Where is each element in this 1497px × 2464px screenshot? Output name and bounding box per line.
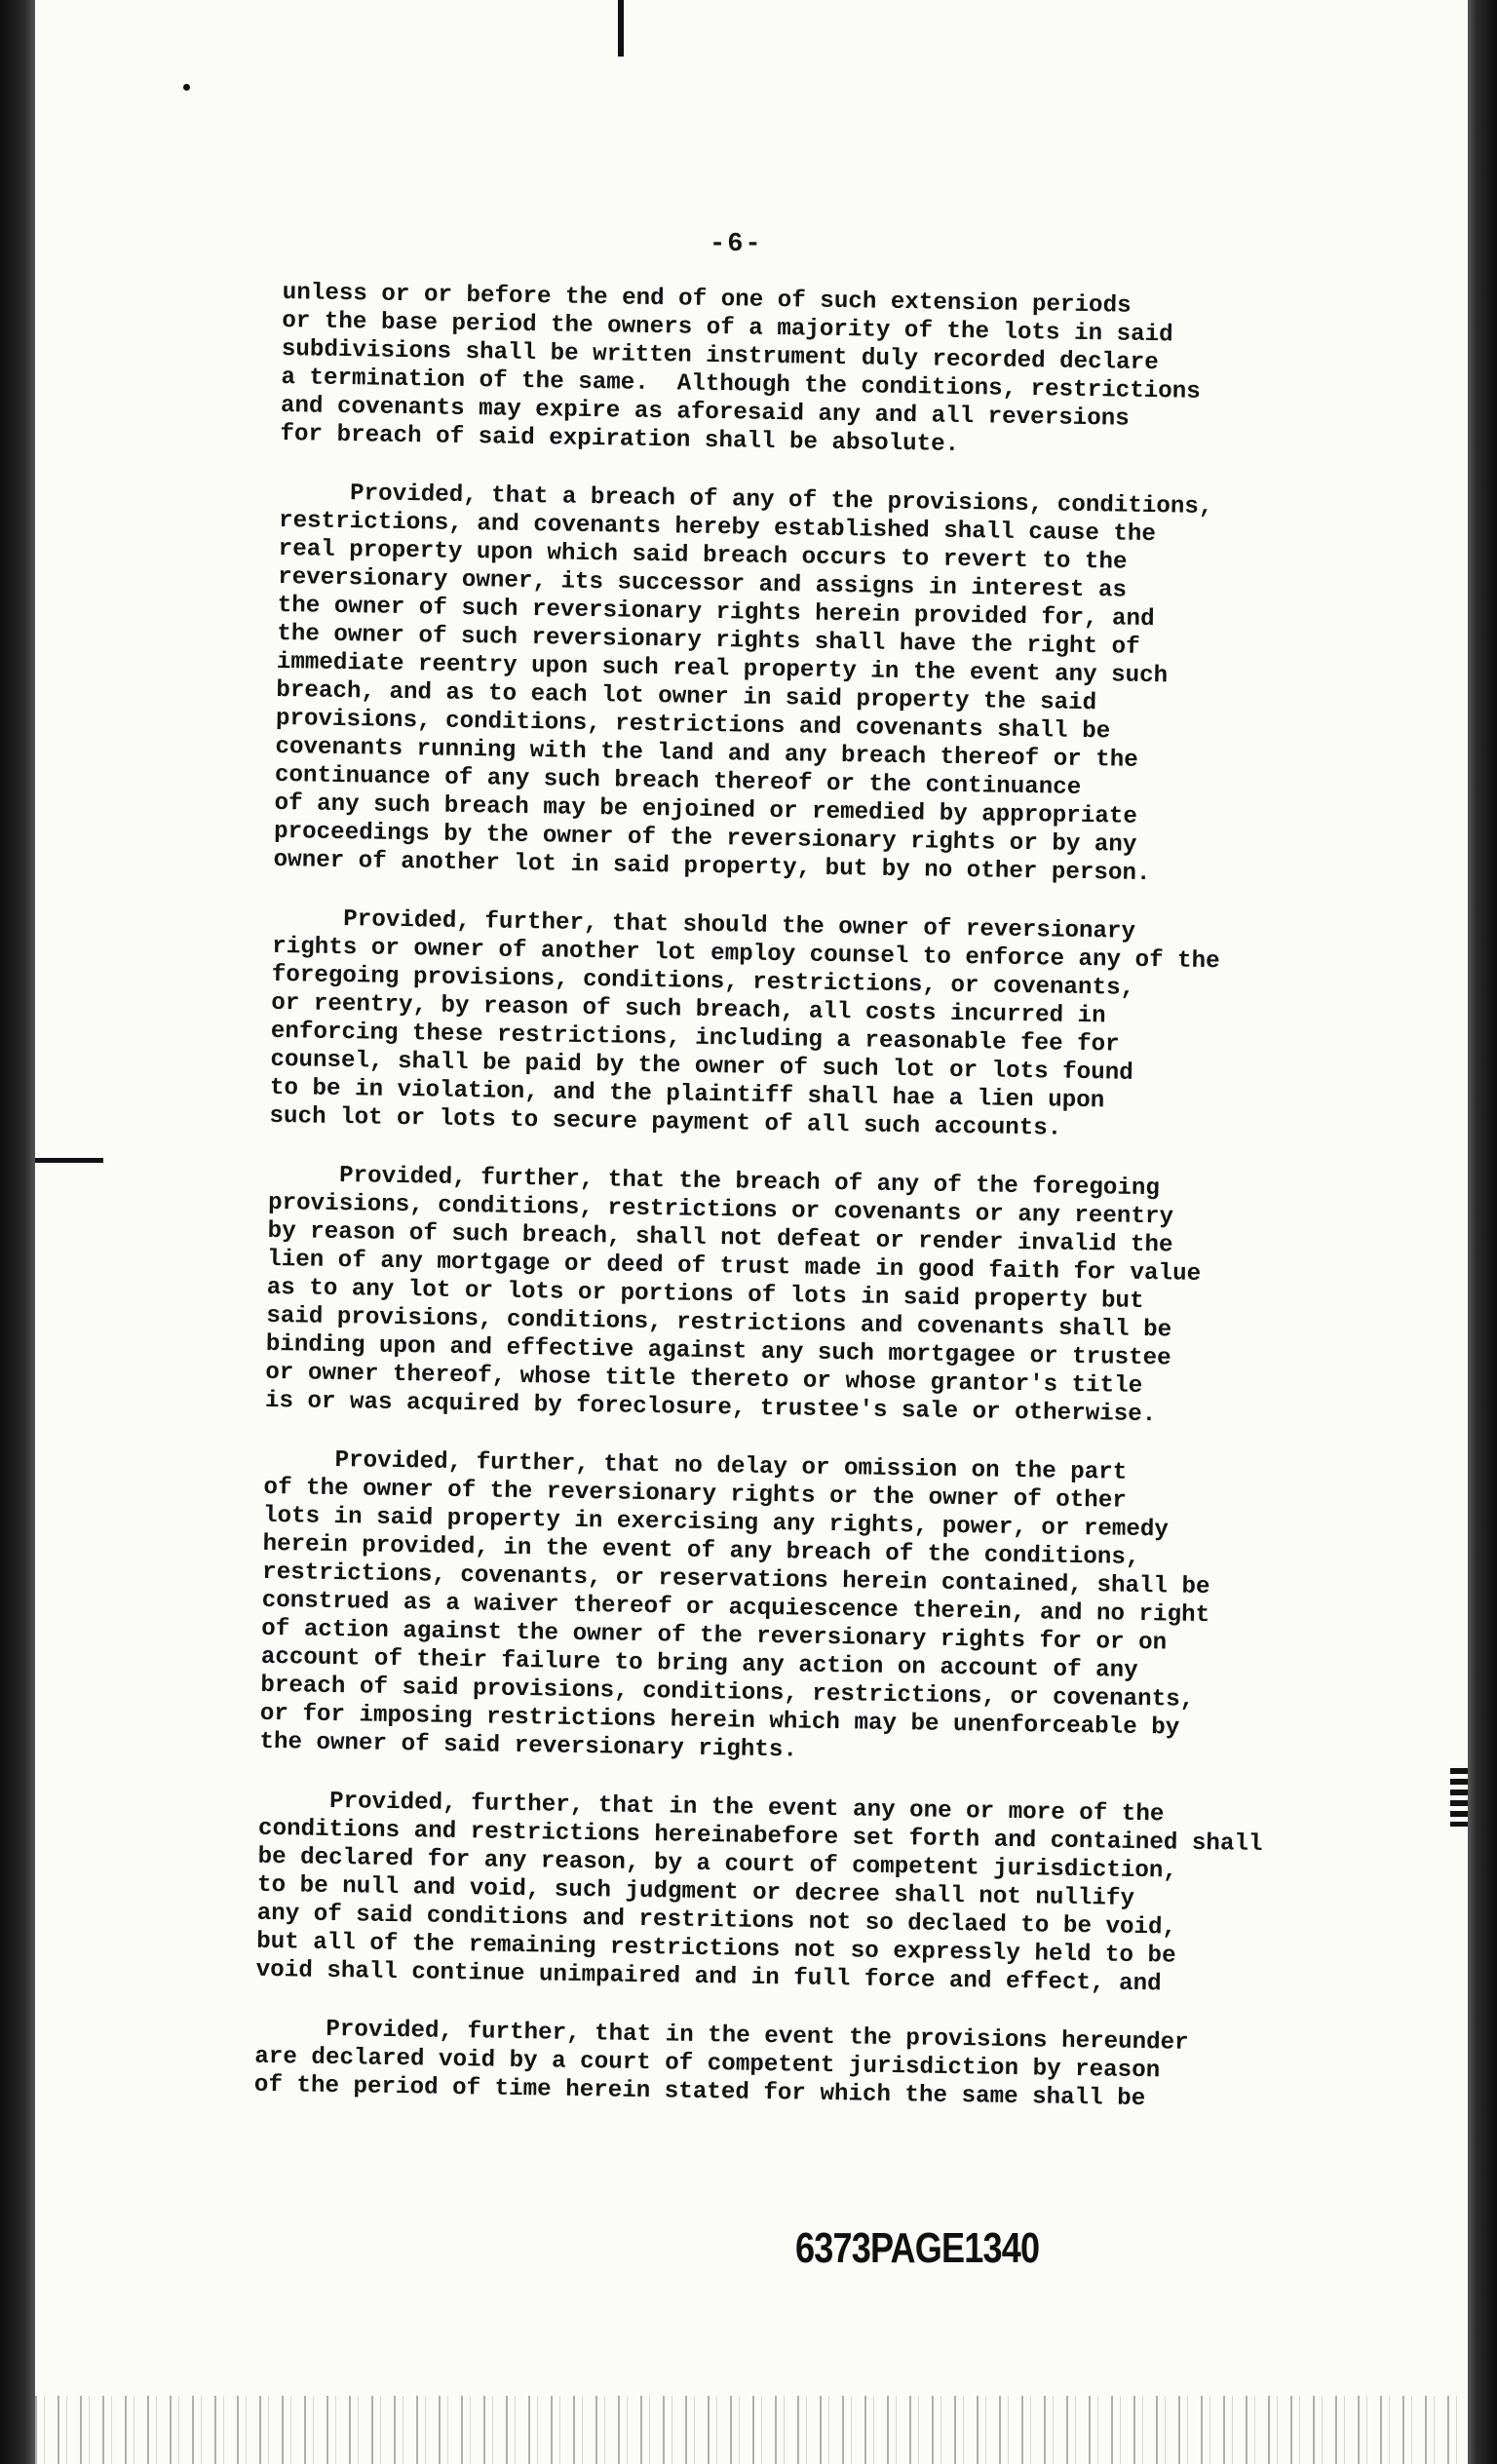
scan-edge-left [0, 0, 35, 2464]
paragraph-counsel-costs: Provided, further, that should the owner of reversionary rights or owner of another lot employ counsel to enforce any of the foregoing provisions, conditions, restrictions, or covenants, or reentry, by reason of such breach, all costs incurred in enforcing these restrictions, including a reasonable fee for counsel, shall be paid by the owner of such lot or lots found to be in violation, and the plaintiff shall hae a lien upon such lot or lots to secure payment of all such accounts. [269, 905, 1220, 1142]
paragraph-mortgage-lien: Provided, further, that the breach of any of the foregoing provisions, conditions, restrictions or covenants or any reentry by reason of such breach, shall not defeat or render invalid the lien of any mortgage or deed of trust made in good faith for value as to any lot or lots or portions of lots in said property but said provisions, conditions, restrictions and covenants shall be binding upon and effective against any such mortgagee or trustee or owner thereof, whose title thereto or whose grantor's title is or was acquired by foreclosure, trustee's sale or otherwise. [264, 1161, 1202, 1429]
scan-edge-right [1468, 0, 1497, 2464]
document-body [253, 279, 1403, 2147]
scan-artifact-dot [183, 84, 190, 91]
book-page-stamp: 6373PAGE1340 [795, 2224, 1040, 2272]
scan-artifact-left [35, 1158, 103, 1163]
paragraph-no-waiver: Provided, further, that no delay or omission on the part of the owner of the reversionary rights or the owner of other lots in said property in exercising any rights, power, or remedy herein provided, in the event of any breach of the conditions, restrictions, covenants, or reservations herein contained, shall be construed as a waiver thereof or acquiescence therein, and no right of action against the owner of the reversionary rights for or on account of their failure to bring any action on account of any breach of said provisions, conditions, restrictions, or covenants, or for imposing restrictions herein which may be unenforceable by the owner of said reversionary rights. [259, 1445, 1210, 1764]
paragraph-reversion: Provided, that a breach of any of the provisions, conditions, restrictions, and covenants hereby established shall cause the real property upon which said breach occurs to revert to the reversionary owner, its successor and assigns in interest as the owner of such reversionary rights herein provided for, and the owner of such reversionary rights shall have the right of immediate reentry upon such real property in the event any such breach, and as to each lot owner in said property the said provisions, conditions, restrictions and covenants shall be covenants running with the land and any breach thereof or the continuance of any such breach thereof or the continuance of any such breach may be enjoined or remedied by appropriate proceedings by the owner of the reversionary rights or by any owner of another lot in said property, but by no other person. [273, 479, 1213, 888]
scan-artifact-right [1450, 1768, 1468, 1827]
paragraph-void-period: Provided, further, that in the event the provisions hereunder are declared void by a court of competent jurisdiction by reason of the period of time herein stated for which the same shall be [253, 2015, 1189, 2113]
paragraph-severability: Provided, further, that in the event any one or more of the conditions and restrictions hereinabefore set forth and contained shall be declared for any reason, by a court of competent jurisdiction, to be null and void, such judgment or decree shall not nullify any of said conditions and restritions not so declaed to be void, but all of the remaining restrictions not so expressly held to be void shall continue unimpaired and in full force and effect, and [255, 1787, 1263, 1998]
scan-artifact-top [618, 0, 624, 57]
paragraph-expiration: unless or or before the end of one of such extension periods or the base period the owners of a majority of the lots in said subdivisions shall be written instrument duly recorded declare a termination of the same. Although the conditions, restrictions and covenants may expire as aforesaid any and all reversions for breach of said expiration shall be absolute. [280, 279, 1201, 458]
scan-artifact-bottom [35, 2396, 1468, 2464]
page-number: -6- [710, 230, 763, 259]
